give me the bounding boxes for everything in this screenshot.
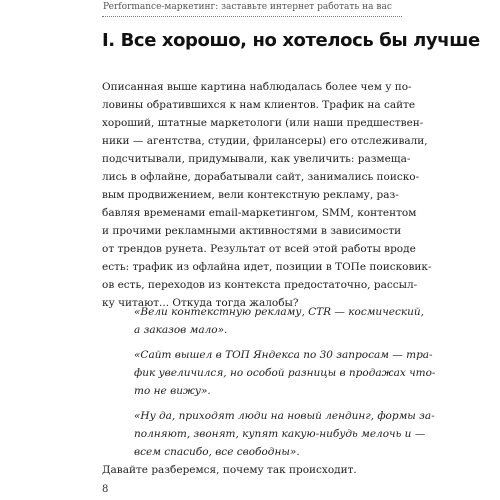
quote-line: полняют, звонят, купят какую-нибудь мелочь и — [134,428,426,440]
body-line: хороший, штатные маркетологи (или наши предшествен- [102,117,424,129]
header-divider [102,16,402,17]
body-line: ловины обратившихся к нам клиентов. Трафик на сайте [102,99,416,111]
body-line: и прочими рекламными активностями в зависимости [102,225,402,237]
body-line: подсчитывали, придумывали, как увеличить: размеща- [102,153,411,165]
running-head: Performance-маркетинг: заставьте интернет работать на вас [103,2,392,12]
body-line: ов есть, переходов из контекста предостаточно, рассыл- [102,279,418,291]
body-line: лись в офлайне, дорабатывали сайт, занимались поиско- [102,171,420,183]
quote-line: «Сайт вышел в ТОП Яндекса по 30 запросам — тра- [134,349,433,361]
quote-line: фик увеличился, но особой разницы в продажах что- [134,367,436,379]
body-line: ку читают... Откуда тогда жалобы? [102,297,299,309]
body-line: вым продвижением, вели контекстную рекламу, раз- [102,189,399,201]
chapter-heading: I. Все хорошо, но хотелось бы лучше [102,30,480,51]
quote-line: а заказов мало». [134,324,228,336]
body-line: от трендов рунета. Результат от всей этой работы вроде [102,243,416,255]
body-line: Описанная выше картина наблюдалась более чем у по- [102,81,412,93]
quote-line: всем спасибо, все свободны». [134,446,300,458]
quote-line: то не вижу». [134,385,211,397]
closing-line: Давайте разберемся, почему так происходит. [102,464,357,476]
body-line: бавляя временами email-маркетингом, SMM, контентом [102,207,417,219]
body-line: ники — агентства, студии, фрилансеры) его отслеживали, [102,135,428,147]
body-line: есть: трафик из офлайна идет, позиции в ТОПе поисковик- [102,261,432,273]
quote-line: «Ну да, приходят люди на новый лендинг, формы за- [134,410,435,422]
page-number: 8 [102,484,109,495]
quote-line: «Вели контекстную рекламу, CTR — космический, [134,306,424,318]
